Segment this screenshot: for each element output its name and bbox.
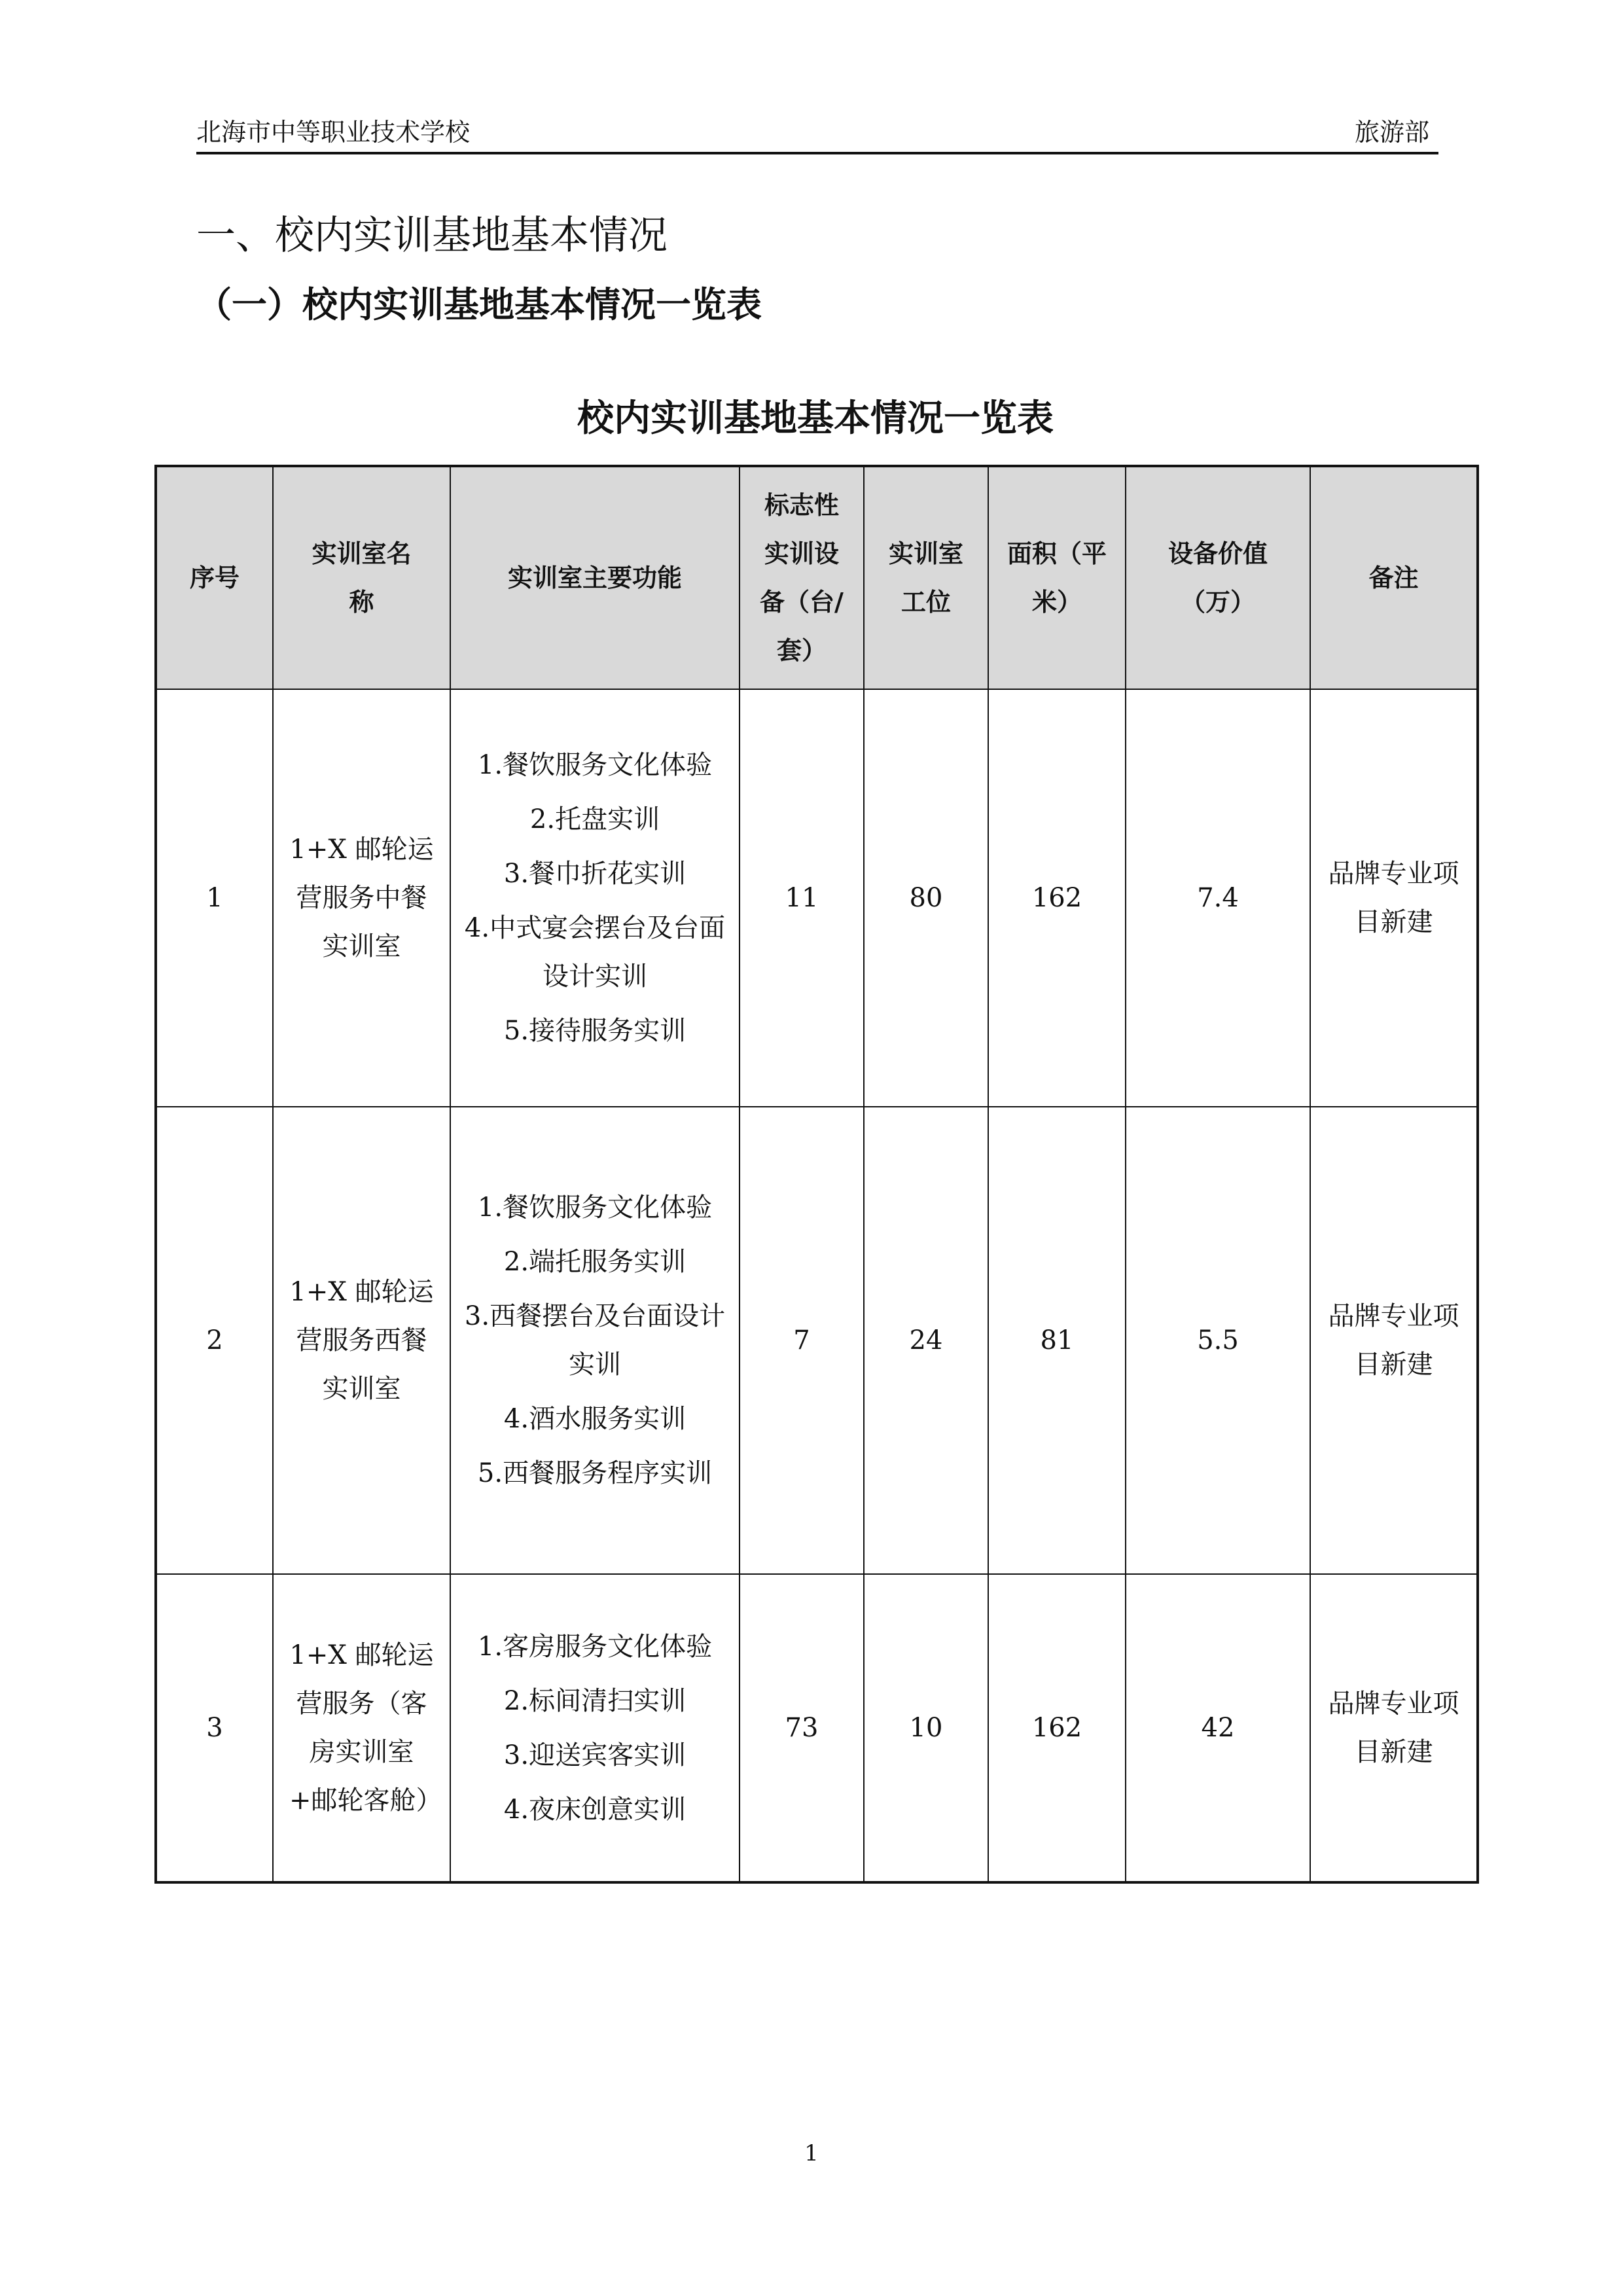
- function-item: 5.西餐服务程序实训: [477, 1458, 713, 1488]
- cell-area: 81: [988, 1107, 1126, 1574]
- cell-no: 3: [156, 1574, 273, 1882]
- table-row: [156, 1107, 1478, 1574]
- cell-equipment: 7: [740, 1107, 864, 1574]
- function-item: 3.迎送宾客实训: [503, 1740, 687, 1770]
- col-header-area: 面积（平米）: [988, 466, 1126, 689]
- table-row: [156, 689, 1478, 1107]
- cell-equipment: 11: [740, 689, 864, 1107]
- col-header-remark: 备注: [1310, 466, 1478, 689]
- col-header-value: 设备价值（万）: [1126, 466, 1310, 689]
- cell-functions: [450, 689, 740, 1107]
- cell-area: 162: [988, 689, 1126, 1107]
- function-item: 5.接待服务实训: [503, 1016, 687, 1046]
- cell-room-name: 1+X 邮轮运营服务（客房实训室+邮轮客舱）: [273, 1574, 450, 1882]
- col-header-functions: 实训室主要功能: [450, 466, 740, 689]
- department-name: 旅游部: [1354, 118, 1429, 147]
- function-item: 4.夜床创意实训: [503, 1794, 687, 1825]
- function-item: 1.餐饮服务文化体验: [477, 750, 713, 780]
- table-header-row: [156, 466, 1478, 689]
- col-header-stations: 实训室工位: [864, 466, 988, 689]
- page-header: [196, 113, 1438, 154]
- school-name: 北海市中等职业技术学校: [196, 118, 471, 147]
- function-item: 1.餐饮服务文化体验: [477, 1193, 713, 1223]
- cell-equipment: 73: [740, 1574, 864, 1882]
- cell-value: 42: [1126, 1574, 1310, 1882]
- subsection-title: （一）校内实训基地基本情况一览表: [196, 284, 762, 325]
- cell-room-name: 1+X 邮轮运营服务中餐实训室: [273, 689, 450, 1107]
- cell-stations: 24: [864, 1107, 988, 1574]
- cell-no: 1: [156, 689, 273, 1107]
- section-title: 一、校内实训基地基本情况: [196, 213, 668, 259]
- training-base-table: [154, 465, 1479, 1884]
- col-header-no: 序号: [156, 466, 273, 689]
- col-header-equipment: 标志性实训设备（台/套）: [740, 466, 864, 689]
- page-number: 1: [804, 2140, 819, 2166]
- table-row: [156, 1574, 1478, 1882]
- table-title: 校内实训基地基本情况一览表: [577, 397, 1054, 440]
- function-item: 2.端托服务实训: [503, 1247, 687, 1277]
- cell-value: 5.5: [1126, 1107, 1310, 1574]
- cell-functions: [450, 1574, 740, 1882]
- cell-area: 162: [988, 1574, 1126, 1882]
- cell-value: 7.4: [1126, 689, 1310, 1107]
- cell-remark: 品牌专业项目新建: [1310, 1574, 1478, 1882]
- function-item: 4.中式宴会摆台及台面设计实训: [464, 913, 726, 992]
- cell-remark: 品牌专业项目新建: [1310, 1107, 1478, 1574]
- function-item: 2.标间清扫实训: [503, 1685, 687, 1716]
- function-item: 1.客房服务文化体验: [477, 1631, 713, 1662]
- function-item: 3.西餐摆台及台面设计实训: [464, 1301, 726, 1380]
- cell-no: 2: [156, 1107, 273, 1574]
- cell-remark: 品牌专业项目新建: [1310, 689, 1478, 1107]
- function-item: 3.餐巾折花实训: [503, 859, 687, 889]
- cell-functions: [450, 1107, 740, 1574]
- cell-room-name: 1+X 邮轮运营服务西餐实训室: [273, 1107, 450, 1574]
- col-header-name: 实训室名称: [273, 466, 450, 689]
- cell-stations: 10: [864, 1574, 988, 1882]
- function-item: 4.酒水服务实训: [503, 1404, 687, 1434]
- cell-stations: 80: [864, 689, 988, 1107]
- function-item: 2.托盘实训: [529, 804, 660, 834]
